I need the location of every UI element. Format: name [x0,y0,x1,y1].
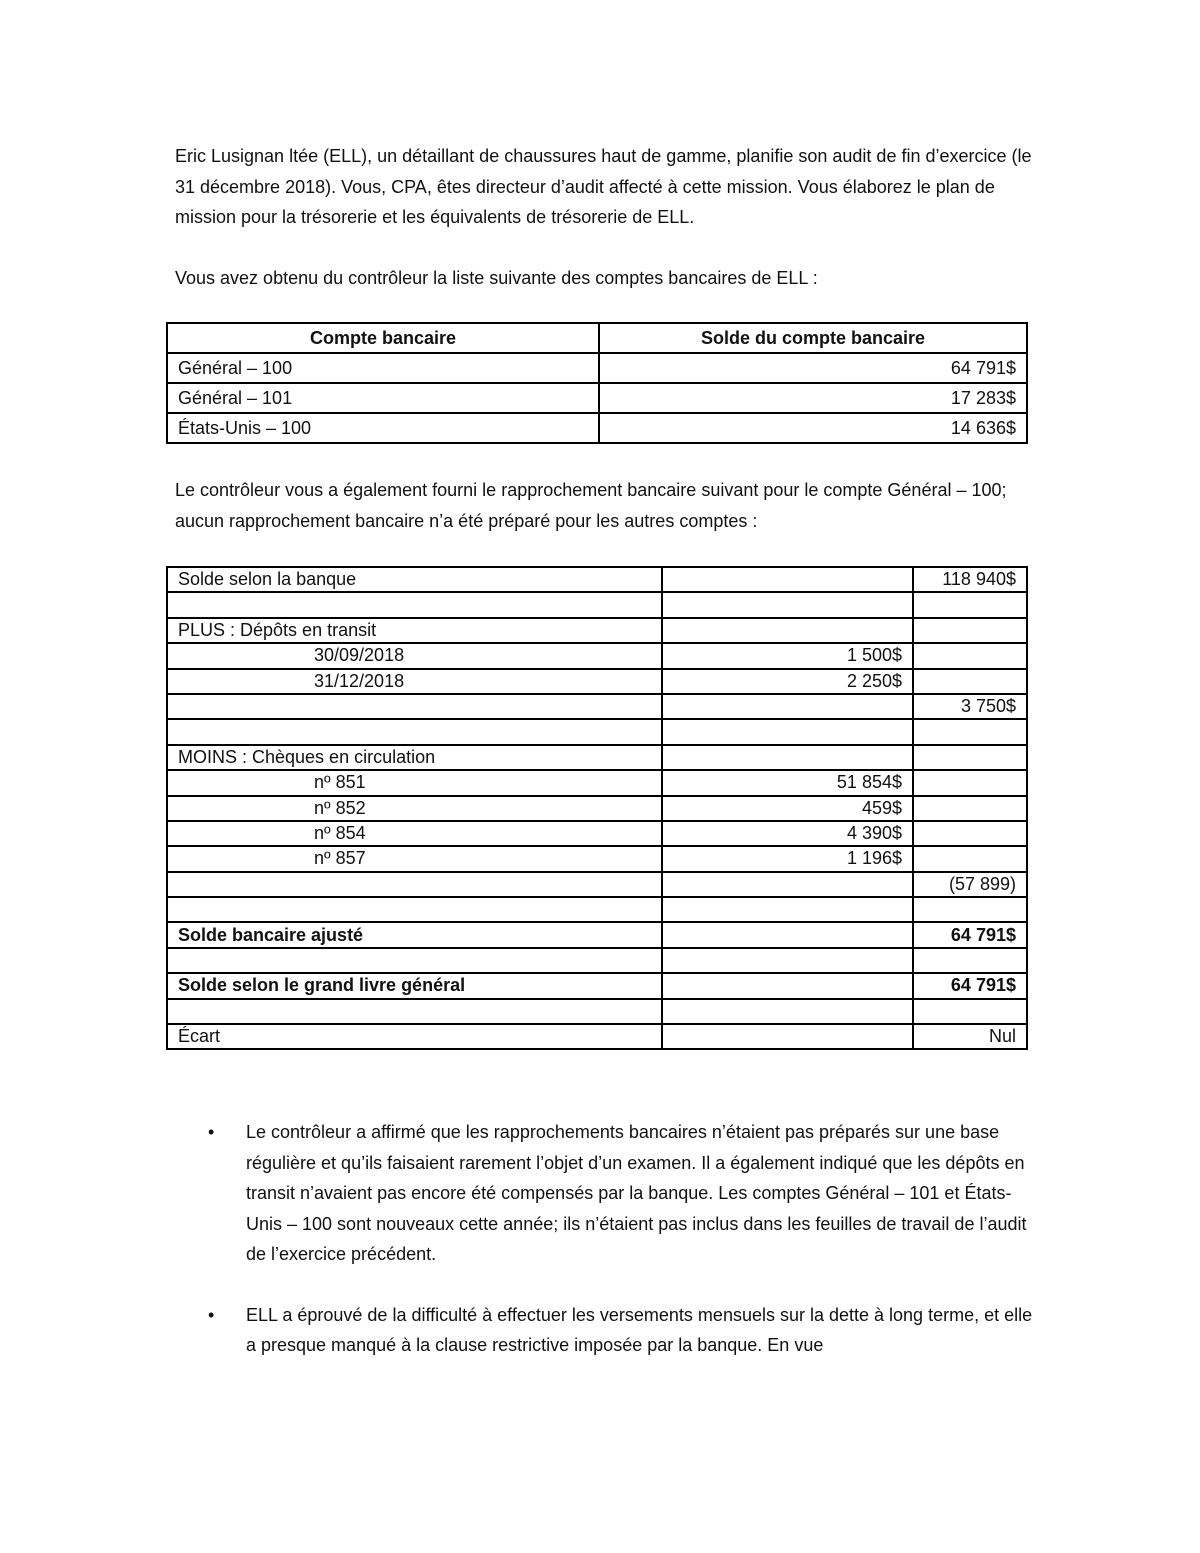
reconciliation-label: MOINS : Chèques en circulation [167,745,662,770]
table-row [167,872,1027,897]
reconciliation-amount [662,618,913,643]
list-item [166,1300,1036,1361]
reconciliation-total [913,745,1027,770]
reconciliation-amount [662,872,913,897]
bullet-marker: • [208,1122,215,1142]
list-item [166,1117,1036,1270]
reconciliation-label: Solde bancaire ajusté [167,922,662,947]
table-row [167,567,1027,592]
reconciliation-total [913,948,1027,973]
table-row [167,353,1027,383]
table-row [167,669,1027,694]
reconciliation-label [167,592,662,617]
reconciliation-amount [662,1024,913,1049]
reconciliation-amount [662,567,913,592]
reconciliation-amount [662,973,913,998]
reconciliation-amount [662,922,913,947]
reconciliation-label: Solde selon le grand livre général [167,973,662,998]
reconciliation-amount [662,745,913,770]
reconciliation-total: 64 791$ [913,973,1027,998]
accounts-intro-paragraph: Vous avez obtenu du contrôleur la liste suivante des comptes bancaires de ELL : [175,268,818,288]
reconciliation-label: nº 857 [167,846,662,871]
reconciliation-label: Solde selon la banque [167,567,662,592]
bullet-text: ELL a éprouvé de la difficulté à effectuer les versements mensuels sur la dette à long terme, et elle a presque manqué à la clause restrictive imposée par la banque. En vue [246,1304,1033,1355]
account-balance: 14 636$ [599,413,1027,443]
reconciliation-total [913,999,1027,1024]
table-row [167,745,1027,770]
reconciliation-label: nº 851 [167,770,662,795]
reconciliation-amount [662,592,913,617]
reconciliation-label [167,719,662,744]
table-row [167,618,1027,643]
reconciliation-label [167,872,662,897]
reconciliation-total: (57 899) [913,872,1027,897]
bank-accounts-table [166,322,1028,444]
reconciliation-amount: 1 196$ [662,846,913,871]
reconciliation-label: nº 852 [167,796,662,821]
reconciliation-total [913,669,1027,694]
table-row [167,973,1027,998]
account-balance: 64 791$ [599,353,1027,383]
reconciliation-label: PLUS : Dépôts en transit [167,618,662,643]
bullet-text: Le contrôleur a affirmé que les rapprochements bancaires n’étaient pas préparés sur une base régulière et qu’ils faisaient rarement l’objet d’un examen. Il a également indiqué que les dépôts en transit n’avaient pas encore été compensés par la banque. Les comptes Général – 101 et États-Unis – 100 sont nouveaux cette année; ils n’étaient pas inclus dans les feuilles de travail de l’audit de l’exercice précédent. [246,1122,1027,1264]
table-row [167,922,1027,947]
reconciliation-amount: 4 390$ [662,821,913,846]
reconciliation-amount: 2 250$ [662,669,913,694]
table-header-row [167,323,1027,353]
reconciliation-amount [662,719,913,744]
reconciliation-label: nº 854 [167,821,662,846]
reconciliation-amount [662,948,913,973]
reconciliation-total [913,897,1027,922]
intro-paragraph: Eric Lusignan ltée (ELL), un détaillant de chaussures haut de gamme, planifie son audit de fin d’exercice (le 31 décembre 2018). Vous, CPA, êtes directeur d’audit affecté à cette mission. Vous élaborez le plan de mission pour la trésorerie et les équivalents de trésorerie de ELL. [175,146,1032,227]
reconciliation-amount [662,999,913,1024]
table-row [167,821,1027,846]
bullet-marker: • [208,1304,215,1325]
account-name: Général – 100 [167,353,599,383]
reconciliation-label [167,999,662,1024]
reconciliation-intro-paragraph: Le contrôleur vous a également fourni le rapprochement bancaire suivant pour le compte Général – 100; aucun rapprochement bancaire n’a été préparé pour les autres comptes : [175,480,1007,531]
table-row [167,897,1027,922]
reconciliation-total: 64 791$ [913,922,1027,947]
reconciliation-total [913,643,1027,668]
reconciliation-label [167,948,662,973]
reconciliation-label: 31/12/2018 [167,669,662,694]
table-row [167,999,1027,1024]
reconciliation-total [913,796,1027,821]
reconciliation-label [167,897,662,922]
table-row [167,796,1027,821]
notes-bullet-list [166,1117,1036,1391]
table-row [167,846,1027,871]
table-row [167,719,1027,744]
table-row [167,1024,1027,1049]
reconciliation-total: 118 940$ [913,567,1027,592]
table-row [167,413,1027,443]
table-row [167,383,1027,413]
reconciliation-total [913,592,1027,617]
table-row [167,770,1027,795]
reconciliation-amount: 1 500$ [662,643,913,668]
reconciliation-total [913,846,1027,871]
reconciliation-total [913,770,1027,795]
header-account: Compte bancaire [167,323,599,353]
reconciliation-total: 3 750$ [913,694,1027,719]
reconciliation-label: Écart [167,1024,662,1049]
reconciliation-amount [662,694,913,719]
reconciliation-total: Nul [913,1024,1027,1049]
header-balance: Solde du compte bancaire [599,323,1027,353]
table-row [167,592,1027,617]
reconciliation-label: 30/09/2018 [167,643,662,668]
table-row [167,694,1027,719]
account-balance: 17 283$ [599,383,1027,413]
reconciliation-amount [662,897,913,922]
table-row [167,643,1027,668]
reconciliation-total [913,821,1027,846]
reconciliation-label [167,694,662,719]
reconciliation-amount: 51 854$ [662,770,913,795]
reconciliation-total [913,719,1027,744]
account-name: Général – 101 [167,383,599,413]
account-name: États-Unis – 100 [167,413,599,443]
table-row [167,948,1027,973]
reconciliation-total [913,618,1027,643]
reconciliation-amount: 459$ [662,796,913,821]
bank-reconciliation-table [166,566,1028,1050]
